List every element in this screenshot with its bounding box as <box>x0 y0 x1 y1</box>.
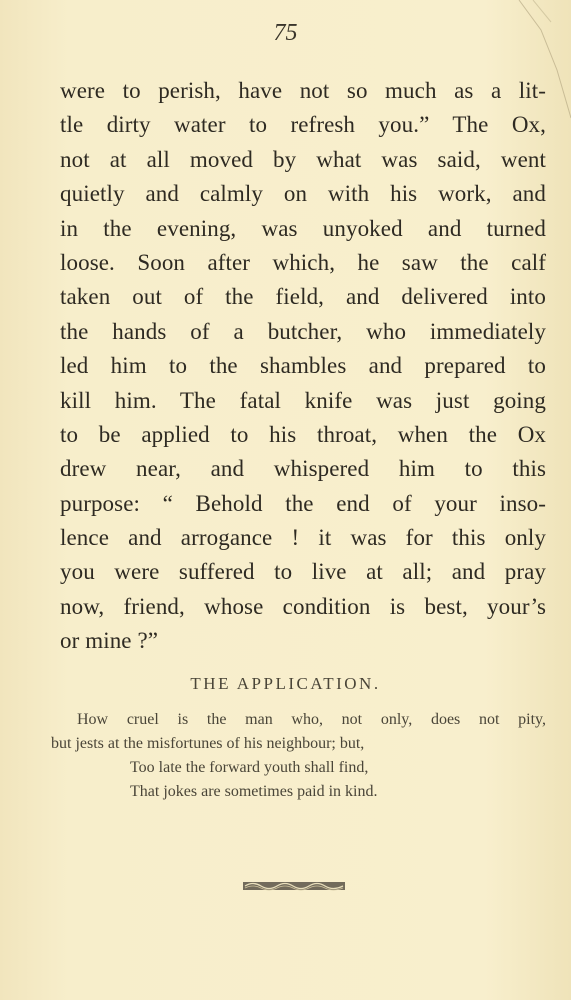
moral-line: but jests at the misfortunes of his neighbour; but, <box>51 735 365 752</box>
body-text <box>60 74 546 659</box>
application-heading: THE APPLICATION. <box>190 674 381 693</box>
text-line: you were suffered to live at all; and pray <box>60 559 546 585</box>
text-line: drew near, and whispered him to this <box>60 456 546 482</box>
text-line: taken out of the field, and delivered into <box>60 284 546 310</box>
text-line: were to perish, have not so much as a lit- <box>60 78 546 103</box>
text-line: led him to the shambles and prepared to <box>60 353 546 379</box>
text-line: in the evening, was unyoked and turned <box>60 215 546 241</box>
text-line: quietly and calmly on with his work, and <box>60 181 546 207</box>
text-line: now, friend, whose condition is best, your’s <box>60 593 546 619</box>
moral-line: Too late the forward youth shall find, <box>130 759 369 776</box>
page-number: 75 <box>273 20 298 46</box>
text-line: the hands of a butcher, who immediately <box>60 318 546 344</box>
moral-verse <box>40 708 550 804</box>
moral-line: That jokes are sometimes paid in kind. <box>130 783 378 800</box>
text-line: to be applied to his throat, when the Ox <box>60 421 546 447</box>
tailpiece-ornament <box>243 879 345 893</box>
moral-line: How cruel is the man who, not only, does not pity, <box>77 711 546 728</box>
text-line: lence and arrogance ! it was for this only <box>60 525 546 551</box>
text-line: loose. Soon after which, he saw the calf <box>60 249 546 275</box>
text-line: kill him. The fatal knife was just going <box>60 387 546 413</box>
text-line: purpose: “ Behold the end of your inso- <box>60 490 546 516</box>
text-line: tle dirty water to refresh you.” The Ox, <box>60 112 546 138</box>
text-line: not at all moved by what was said, went <box>60 146 546 172</box>
text-line: or mine ?” <box>60 628 159 654</box>
